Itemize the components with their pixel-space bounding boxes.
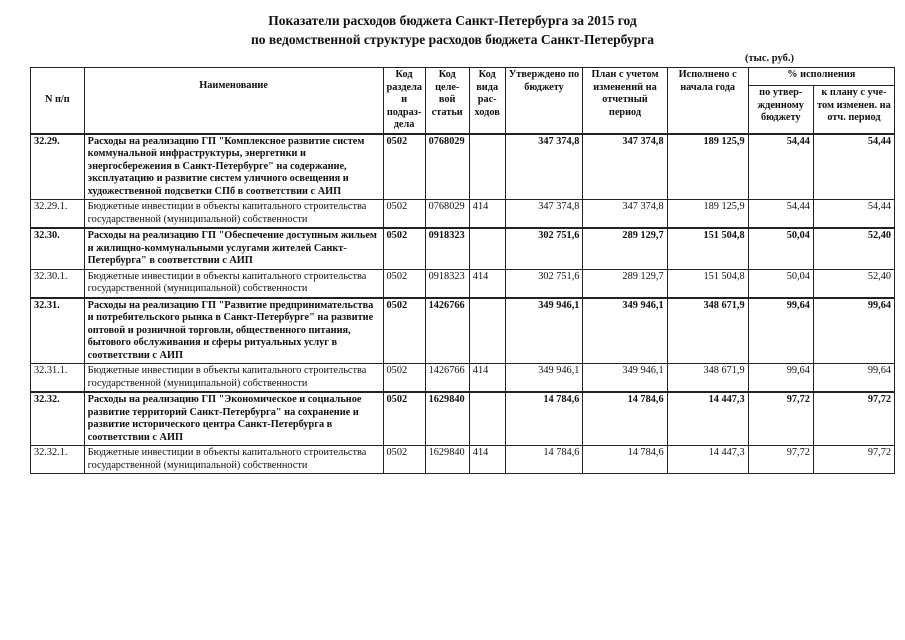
cell-pct-budget: 97,72	[748, 446, 813, 474]
cell-section: 0502	[383, 446, 425, 474]
cell-name: Бюджетные инвестиции в объекты капитального строительства государственной (муниципальной) собственности	[84, 200, 383, 229]
table-row	[31, 134, 895, 200]
cell-section: 0502	[383, 134, 425, 200]
cell-plan: 349 946,1	[583, 364, 667, 393]
cell-executed: 348 671,9	[667, 364, 748, 393]
cell-executed: 14 447,3	[667, 446, 748, 474]
cell-approved: 14 784,6	[505, 392, 583, 446]
cell-name: Расходы на реализацию ГП "Экономическое и социальное развитие территорий Санкт-Петербурга" на сохранение и развитие исторического центра Санкт-Петербурга в соответствии с АИП	[84, 392, 383, 446]
cell-kind	[469, 228, 505, 269]
cell-pct-plan: 99,64	[813, 364, 894, 393]
cell-name: Бюджетные инвестиции в объекты капитального строительства государственной (муниципальной) собственности	[84, 364, 383, 393]
header-kind: Код вида рас-ходов	[469, 68, 505, 134]
cell-plan: 289 129,7	[583, 228, 667, 269]
cell-pct-budget: 97,72	[748, 392, 813, 446]
cell-kind: 414	[469, 200, 505, 229]
cell-target: 1426766	[425, 298, 469, 364]
cell-pct-plan: 54,44	[813, 200, 894, 229]
budget-table	[30, 67, 895, 474]
cell-target: 0918323	[425, 269, 469, 298]
header-num: N п/п	[31, 68, 85, 134]
cell-section: 0502	[383, 228, 425, 269]
cell-target: 1426766	[425, 364, 469, 393]
cell-plan: 14 784,6	[583, 392, 667, 446]
cell-name: Бюджетные инвестиции в объекты капитального строительства государственной (муниципальной) собственности	[84, 269, 383, 298]
cell-target: 0768029	[425, 200, 469, 229]
cell-plan: 347 374,8	[583, 200, 667, 229]
cell-executed: 348 671,9	[667, 298, 748, 364]
cell-pct-budget: 50,04	[748, 228, 813, 269]
cell-kind	[469, 134, 505, 200]
cell-approved: 347 374,8	[505, 200, 583, 229]
cell-executed: 14 447,3	[667, 392, 748, 446]
cell-approved: 347 374,8	[505, 134, 583, 200]
cell-section: 0502	[383, 200, 425, 229]
cell-approved: 349 946,1	[505, 364, 583, 393]
units-label: (тыс. руб.)	[745, 53, 794, 64]
cell-approved: 302 751,6	[505, 228, 583, 269]
cell-name: Расходы на реализацию ГП "Обеспечение доступным жильем и жилищно-коммунальными услугами жителей Санкт-Петербурга" в соответствии с АИП	[84, 228, 383, 269]
cell-kind	[469, 392, 505, 446]
cell-section: 0502	[383, 364, 425, 393]
cell-kind	[469, 298, 505, 364]
cell-pct-budget: 50,04	[748, 269, 813, 298]
cell-approved: 302 751,6	[505, 269, 583, 298]
header-approved: Утверждено по бюджету	[505, 68, 583, 134]
cell-target: 0918323	[425, 228, 469, 269]
table-row	[31, 392, 895, 446]
cell-pct-plan: 52,40	[813, 269, 894, 298]
cell-target: 1629840	[425, 392, 469, 446]
header-executed: Исполнено с начала года	[667, 68, 748, 134]
cell-approved: 349 946,1	[505, 298, 583, 364]
table-row	[31, 298, 895, 364]
cell-pct-plan: 54,44	[813, 134, 894, 200]
cell-pct-plan: 97,72	[813, 392, 894, 446]
cell-executed: 189 125,9	[667, 200, 748, 229]
cell-section: 0502	[383, 269, 425, 298]
cell-name: Расходы на реализацию ГП "Развитие предпринимательства и потребительского рынка в Санкт-Петербурге" на развитие оптовой и розничной торговли, общественного питания, бытового обслуживания и сферы ритуальных услуг в соответствии с АИП	[84, 298, 383, 364]
header-target: Код целе-вой статьи	[425, 68, 469, 134]
cell-plan: 349 946,1	[583, 298, 667, 364]
cell-pct-plan: 99,64	[813, 298, 894, 364]
cell-num: 32.31.	[31, 298, 85, 364]
table-row	[31, 200, 895, 229]
cell-num: 32.32.1.	[31, 446, 85, 474]
cell-section: 0502	[383, 392, 425, 446]
cell-pct-plan: 52,40	[813, 228, 894, 269]
report-title: Показатели расходов бюджета Санкт-Петербурга за 2015 год	[268, 13, 637, 28]
header-pct-plan: к плану с уче-том изменен. на отч. период	[813, 86, 894, 134]
table-row	[31, 446, 895, 474]
cell-pct-budget: 54,44	[748, 200, 813, 229]
cell-num: 32.29.	[31, 134, 85, 200]
cell-approved: 14 784,6	[505, 446, 583, 474]
header-name: Наименование	[84, 68, 383, 134]
table-row	[31, 228, 895, 269]
cell-pct-budget: 54,44	[748, 134, 813, 200]
cell-plan: 289 129,7	[583, 269, 667, 298]
report-subtitle: по ведомственной структуре расходов бюджета Санкт-Петербурга	[250, 32, 655, 47]
cell-pct-budget: 99,64	[748, 298, 813, 364]
header-percent: % исполнения	[748, 68, 894, 86]
cell-kind: 414	[469, 364, 505, 393]
cell-num: 32.30.1.	[31, 269, 85, 298]
table-row	[31, 269, 895, 298]
cell-target: 1629840	[425, 446, 469, 474]
cell-num: 32.29.1.	[31, 200, 85, 229]
cell-section: 0502	[383, 298, 425, 364]
cell-kind: 414	[469, 269, 505, 298]
cell-num: 32.30.	[31, 228, 85, 269]
cell-name: Расходы на реализацию ГП "Комплексное развитие систем коммунальной инфраструктуры, энергетики и энергосбережения в Санкт-Петербурге" на содержание, эксплуатацию и развитие систем уличного освещения и художественной подсветки СПб в соответствии с АИП	[84, 134, 383, 200]
cell-num: 32.32.	[31, 392, 85, 446]
cell-pct-budget: 99,64	[748, 364, 813, 393]
cell-kind: 414	[469, 446, 505, 474]
cell-name: Бюджетные инвестиции в объекты капитального строительства государственной (муниципальной) собственности	[84, 446, 383, 474]
cell-num: 32.31.1.	[31, 364, 85, 393]
header-section: Код раздела и подраз-дела	[383, 68, 425, 134]
cell-executed: 189 125,9	[667, 134, 748, 200]
cell-target: 0768029	[425, 134, 469, 200]
cell-executed: 151 504,8	[667, 269, 748, 298]
table-row	[31, 364, 895, 393]
cell-plan: 14 784,6	[583, 446, 667, 474]
cell-pct-plan: 97,72	[813, 446, 894, 474]
cell-executed: 151 504,8	[667, 228, 748, 269]
header-plan: План с учетом изменений на отчетный период	[583, 68, 667, 134]
cell-plan: 347 374,8	[583, 134, 667, 200]
header-pct-budget: по утвер-жденному бюджету	[748, 86, 813, 134]
